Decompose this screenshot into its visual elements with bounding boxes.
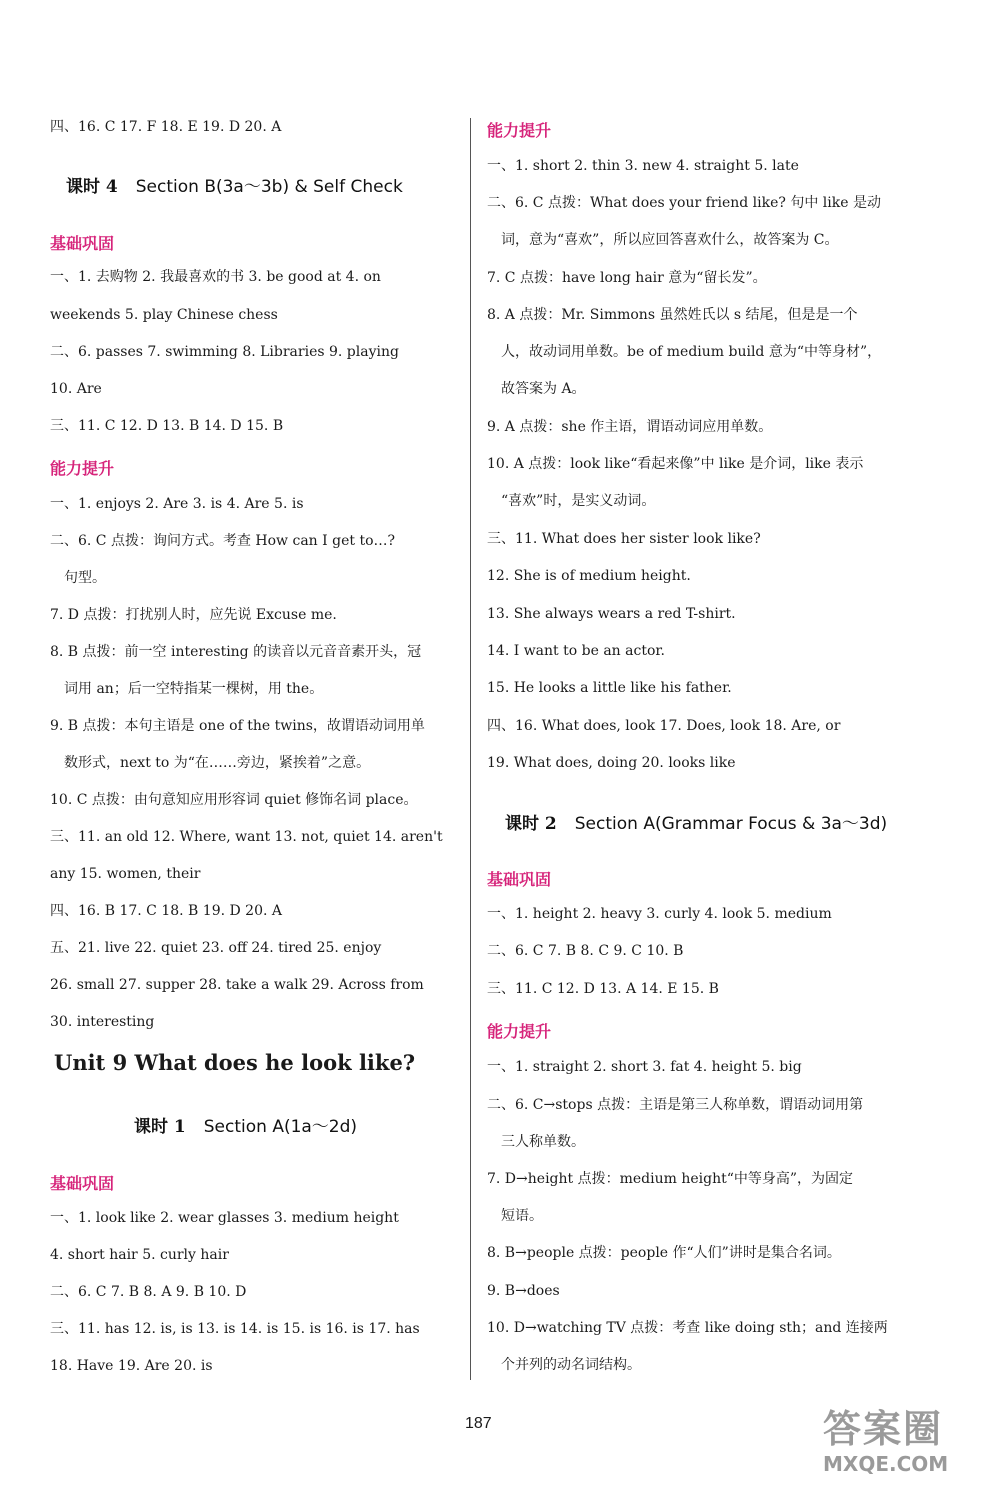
column-divider [470, 118, 471, 1380]
answer-line: 句型。 [64, 570, 106, 586]
answer-line: 一、1. enjoys 2. Are 3. is 4. Are 5. is [50, 496, 304, 512]
answer-line: 15. He looks a little like his father. [487, 680, 732, 696]
section-label: 基础巩固 [487, 870, 552, 889]
section-label: 能力提升 [50, 459, 115, 478]
answer-line: 词用 an；后一空特指某一棵树，用 the。 [64, 681, 324, 697]
answer-line: 8. B→people 点拨：people 作“人们”讲时是集合名词。 [487, 1245, 841, 1261]
answer-line: 三、11. an old 12. Where, want 13. not, quiet 14. aren't [50, 829, 443, 845]
answer-line: 数形式，next to 为“在……旁边，紧挨着”之意。 [64, 755, 371, 771]
answer-line: 人，故动词用单数。be of medium build 意为“中等身材”， [501, 344, 882, 360]
answer-line: 二、6. C 点拨：What does your friend like? 句中 like 是动 [487, 195, 881, 211]
answer-line: 9. B→does [487, 1283, 560, 1299]
lesson-title: Section B(3a～3b) & Self Check [135, 177, 403, 197]
answer-line: 四、16. B 17. C 18. B 19. D 20. A [50, 903, 282, 919]
section-label: 能力提升 [487, 1022, 552, 1041]
answer-line: 三、11. has 12. is, is 13. is 14. is 15. is 16. is 17. has [50, 1321, 420, 1337]
answer-line: 故答案为 A。 [501, 381, 586, 397]
answer-line: 一、1. 去购物 2. 我最喜欢的书 3. be good at 4. on [50, 269, 381, 285]
answer-line: 一、1. height 2. heavy 3. curly 4. look 5. medium [487, 906, 832, 922]
answer-line: 10. Are [50, 381, 102, 397]
answer-line: 二、6. C 点拨：询问方式。考查 How can I get to…? [50, 533, 396, 549]
answer-line: 三、11. C 12. D 13. B 14. D 15. B [50, 418, 284, 434]
answer-line: 26. small 27. supper 28. take a walk 29. Across from [50, 977, 424, 993]
answer-line: 14. I want to be an actor. [487, 643, 665, 659]
lesson-heading [134, 1112, 357, 1137]
answer-line: 二、6. passes 7. swimming 8. Libraries 9. playing [50, 344, 399, 360]
answer-line: 7. D 点拨：打扰别人时，应先说 Excuse me. [50, 607, 337, 623]
answer-line: 7. C 点拨：have long hair 意为“留长发”。 [487, 270, 767, 286]
answer-line: 一、1. short 2. thin 3. new 4. straight 5. late [487, 158, 799, 174]
answer-line: 个并列的动名词结构。 [501, 1357, 641, 1373]
answer-line: “喜欢”时，是实义动词。 [501, 493, 656, 509]
section-label: 能力提升 [487, 121, 552, 140]
answer-line: 12. She is of medium height. [487, 568, 691, 584]
answer-line: 10. C 点拨：由句意知应用形容词 quiet 修饰名词 place。 [50, 792, 418, 808]
answer-line: 7. D→height 点拨：medium height“中等身高”，为固定 [487, 1171, 854, 1187]
answer-line: any 15. women, their [50, 866, 201, 882]
answer-line: 一、1. straight 2. short 3. fat 4. height 5. big [487, 1059, 802, 1075]
watermark-url: MXQE.COM [823, 1452, 949, 1476]
answer-line: 四、16. C 17. F 18. E 19. D 20. A [50, 119, 282, 135]
answer-line: 30. interesting [50, 1014, 155, 1030]
answer-line: 10. A 点拨：look like“看起来像”中 like 是介词，like 表示 [487, 456, 864, 472]
lesson-number: 课时 1 [134, 1117, 186, 1137]
answer-line: 18. Have 19. Are 20. is [50, 1358, 213, 1374]
answer-line: weekends 5. play Chinese chess [50, 307, 278, 323]
answer-line: 4. short hair 5. curly hair [50, 1247, 229, 1263]
answer-line: 二、6. C→stops 点拨：主语是第三人称单数，谓语动词用第 [487, 1097, 864, 1113]
watermark-logo [823, 1398, 988, 1488]
answer-line: 8. A 点拨：Mr. Simmons 虽然姓氏以 s 结尾，但是是一个 [487, 307, 858, 323]
lesson-title: Section A(1a～2d) [203, 1117, 358, 1137]
answer-line: 四、16. What does, look 17. Does, look 18. Are, or [487, 718, 841, 734]
lesson-heading [505, 809, 887, 834]
lesson-heading [66, 172, 403, 197]
answer-line: 三人称单数。 [501, 1134, 585, 1150]
section-label: 基础巩固 [50, 1174, 115, 1193]
lesson-title: Section A(Grammar Focus & 3a～3d) [574, 814, 888, 834]
watermark-text: 答案圈 [823, 1407, 944, 1451]
answer-line: 三、11. C 12. D 13. A 14. E 15. B [487, 981, 719, 997]
page-number: 187 [465, 1415, 492, 1432]
answer-line: 一、1. look like 2. wear glasses 3. medium height [50, 1210, 399, 1226]
answer-line: 二、6. C 7. B 8. A 9. B 10. D [50, 1284, 247, 1300]
answer-line: 五、21. live 22. quiet 23. off 24. tired 25. enjoy [50, 940, 382, 956]
answer-line: 二、6. C 7. B 8. C 9. C 10. B [487, 943, 684, 959]
section-label: 基础巩固 [50, 234, 115, 253]
answer-line: 9. B 点拨：本句主语是 one of the twins，故谓语动词用单 [50, 718, 425, 734]
answer-line: 8. B 点拨：前一空 interesting 的读音以元音音素开头，冠 [50, 644, 422, 660]
answer-line: 19. What does, doing 20. looks like [487, 755, 736, 771]
answer-line: 10. D→watching TV 点拨：考查 like doing sth；and 连接两 [487, 1320, 888, 1336]
answer-line: 13. She always wears a red T-shirt. [487, 606, 736, 622]
answer-line: 词，意为“喜欢”，所以应回答喜欢什么，故答案为 C。 [501, 232, 839, 248]
unit-title: Unit 9 What does he look like? [54, 1050, 416, 1075]
answer-line: 短语。 [501, 1208, 543, 1224]
lesson-number: 课时 2 [505, 814, 557, 834]
answer-line: 三、11. What does her sister look like? [487, 531, 761, 547]
lesson-number: 课时 4 [66, 177, 118, 197]
answer-line: 9. A 点拨：she 作主语，谓语动词应用单数。 [487, 419, 773, 435]
